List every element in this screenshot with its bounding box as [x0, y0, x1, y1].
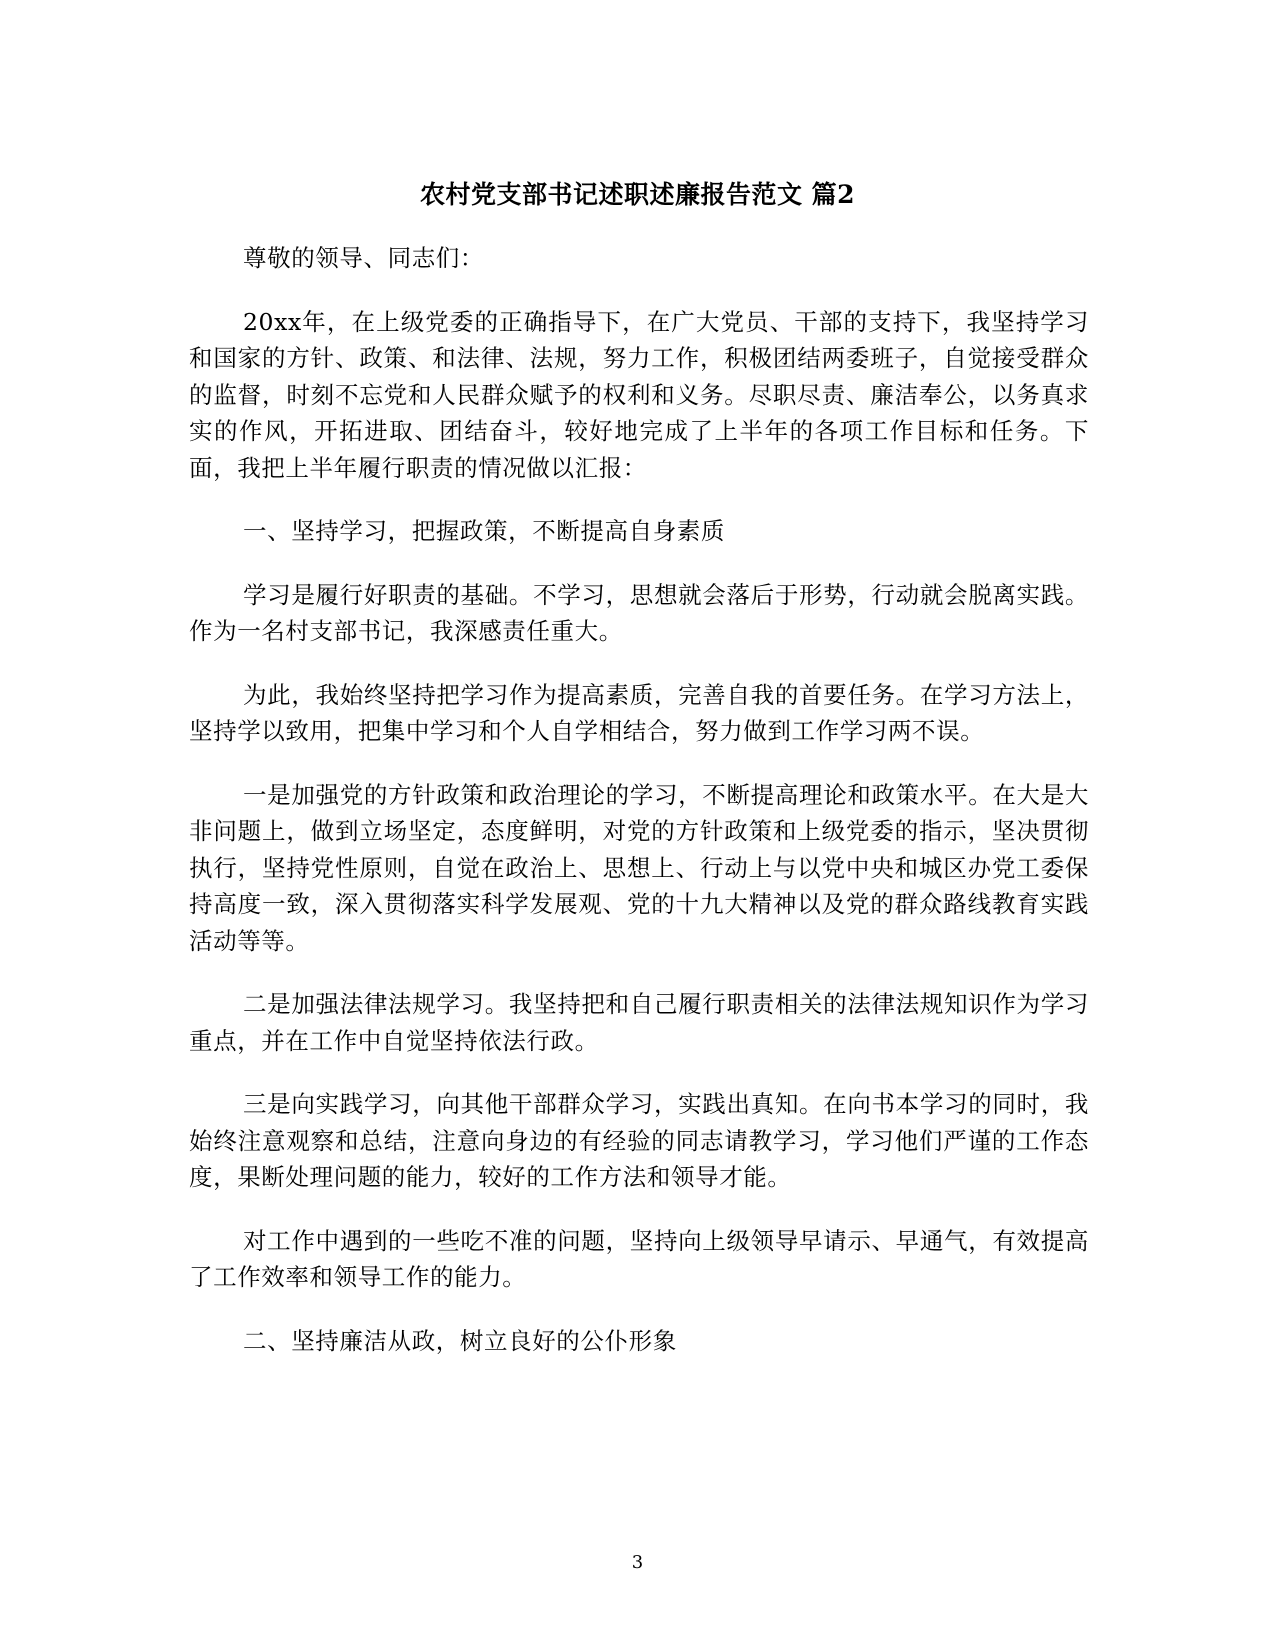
- body-paragraph: 三是向实践学习，向其他干部群众学习，实践出真知。在向书本学习的同时，我始终注意观察和总结，注意向身边的有经验的同志请教学习，学习他们严谨的工作态度，果断处理问题的能力，较好的工作方法和领导才能。: [189, 1090, 1089, 1191]
- body-paragraph: 二是加强法律法规学习。我坚持把和自己履行职责相关的法律法规知识作为学习重点，并在工作中自觉坚持依法行政。: [189, 990, 1089, 1055]
- document-body: [189, 240, 1089, 1386]
- section-heading-2: 二、坚持廉洁从政，树立良好的公仆形象: [243, 1326, 677, 1355]
- page-number: 3: [631, 1552, 644, 1573]
- document-title: 农村党支部书记述职述廉报告范文 篇2: [419, 180, 856, 209]
- body-paragraph: 对工作中遇到的一些吃不准的问题，坚持向上级领导早请示、早通气，有效提高了工作效率和领导工作的能力。: [189, 1226, 1089, 1291]
- section-heading-1: 一、坚持学习，把握政策，不断提高自身素质: [243, 517, 725, 545]
- intro-paragraph: 20xx年，在上级党委的正确指导下，在广大党员、干部的支持下，我坚持学习和国家的方针、政策、和法律、法规，努力工作，积极团结两委班子，自觉接受群众的监督，时刻不忘党和人民群众赋予的权利和义务。尽职尽责、廉洁奉公，以务真求实的作风，开拓进取、团结奋斗，较好地完成了上半年的各项工作目标和任务。下面，我把上半年履行职责的情况做以汇报：: [189, 307, 1089, 482]
- body-paragraph: 学习是履行好职责的基础。不学习，思想就会落后于形势，行动就会脱离实践。作为一名村支部书记，我深感责任重大。: [189, 580, 1089, 645]
- salutation: 尊敬的领导、同志们：: [243, 244, 484, 272]
- body-paragraph: 一是加强党的方针政策和政治理论的学习，不断提高理论和政策水平。在大是大非问题上，做到立场坚定，态度鲜明，对党的方针政策和上级党委的指示，坚决贯彻执行，坚持党性原则，自觉在政治上、思想上、行动上与以党中央和城区办党工委保持高度一致，深入贯彻落实科学发展观、党的十九大精神以及党的群众路线教育实践活动等等。: [189, 780, 1089, 955]
- body-paragraph: 为此，我始终坚持把学习作为提高素质，完善自我的首要任务。在学习方法上，坚持学以致用，把集中学习和个人自学相结合，努力做到工作学习两不误。: [189, 680, 1089, 745]
